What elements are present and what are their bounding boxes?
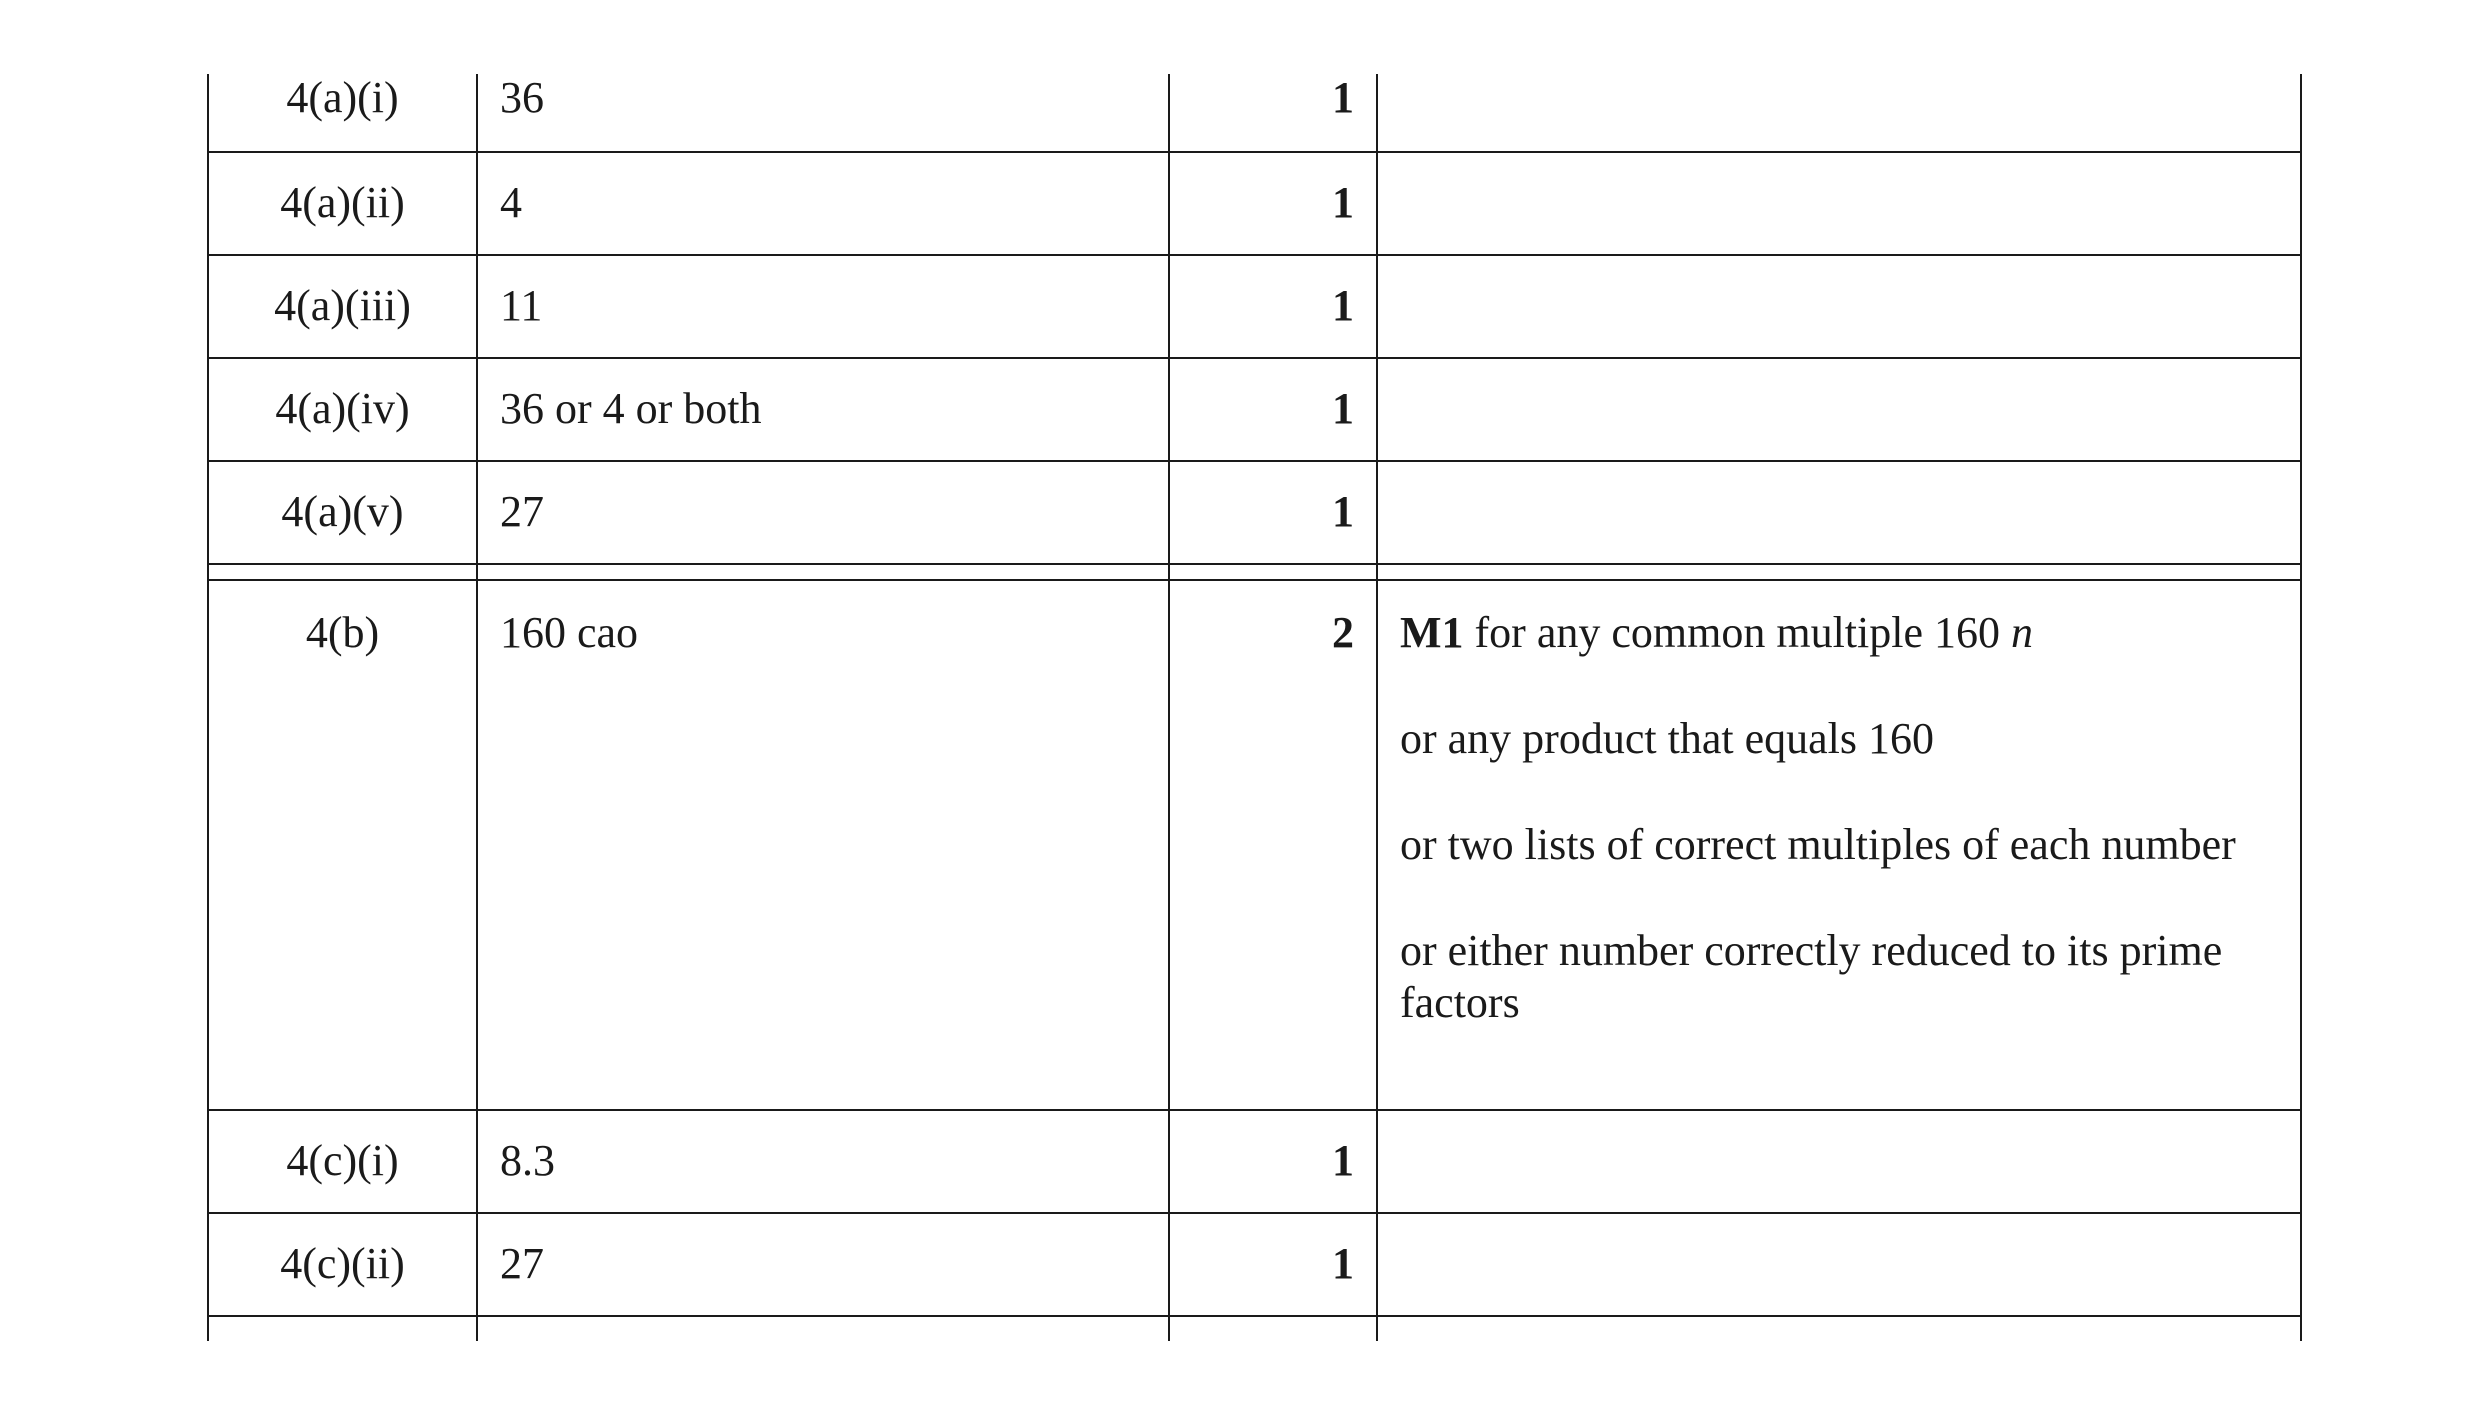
table-row: [208, 152, 2301, 255]
notes-cell: [1377, 255, 2301, 358]
variable-n: n: [2011, 608, 2033, 657]
mark-scheme-table: [207, 74, 2302, 1341]
method-mark-code: M1: [1400, 608, 1464, 657]
notes-cell: [1377, 152, 2301, 255]
answer-cell: 4: [477, 152, 1169, 255]
notes-cell: [1377, 1213, 2301, 1316]
mark-cell: 1: [1169, 74, 1377, 152]
answer-cell: 36 or 4 or both: [477, 358, 1169, 461]
table-row: [208, 461, 2301, 564]
section-divider: [208, 564, 2301, 580]
answer-cell: 160 cao: [477, 580, 1169, 1110]
note-line: or two lists of correct multiples of each number: [1400, 820, 2236, 869]
mark-cell: 1: [1169, 358, 1377, 461]
note-line: M1 for any common multiple 160 n: [1400, 608, 2033, 657]
note-line: or either number correctly reduced to its prime factors: [1400, 926, 2223, 1027]
mark-cell: 1: [1169, 1110, 1377, 1213]
answer-cell: 27: [477, 461, 1169, 564]
notes-cell: [1377, 358, 2301, 461]
table-row-continuation: [208, 1316, 2301, 1341]
mark-cell: 1: [1169, 461, 1377, 564]
table-row: [208, 358, 2301, 461]
table-row: [208, 255, 2301, 358]
answer-cell: 8.3: [477, 1110, 1169, 1213]
answer-cell: 11: [477, 255, 1169, 358]
table-row: [208, 74, 2301, 152]
mark-cell: 1: [1169, 255, 1377, 358]
note-line: or any product that equals 160: [1400, 714, 1934, 763]
question-cell: 4(a)(ii): [208, 152, 477, 255]
notes-cell: [1377, 1110, 2301, 1213]
question-cell: 4(c)(i): [208, 1110, 477, 1213]
notes-cell: [1377, 580, 2301, 1110]
mark-cell: 1: [1169, 152, 1377, 255]
mark-cell: 1: [1169, 1213, 1377, 1316]
question-cell: 4(a)(iv): [208, 358, 477, 461]
answer-cell: 27: [477, 1213, 1169, 1316]
table-row: [208, 580, 2301, 1110]
question-cell: 4(b): [208, 580, 477, 1110]
question-cell: 4(a)(i): [208, 74, 477, 152]
table-row: [208, 1110, 2301, 1213]
question-cell: 4(a)(v): [208, 461, 477, 564]
mark-cell: 2: [1169, 580, 1377, 1110]
notes-cell: [1377, 74, 2301, 152]
answer-cell: 36: [477, 74, 1169, 152]
table-row: [208, 1213, 2301, 1316]
question-cell: 4(c)(ii): [208, 1213, 477, 1316]
notes-cell: [1377, 461, 2301, 564]
question-cell: 4(a)(iii): [208, 255, 477, 358]
